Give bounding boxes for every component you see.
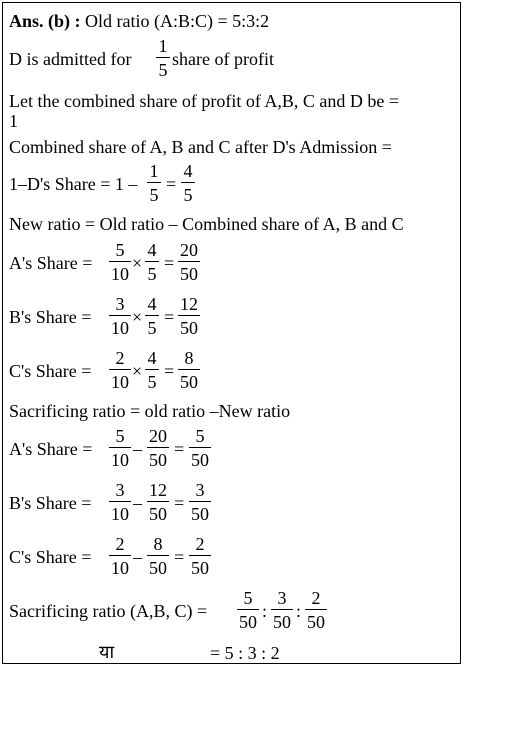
d-share-result-fraction: 4 5 [181,162,195,204]
fraction-numerator: 1 [158,36,168,56]
fraction: 5 10 [111,426,129,470]
combined-line-1: Let the combined share of profit of A,B, C and D be = [9,91,400,111]
admission-fraction [156,37,170,79]
fraction-denominator: 5 [158,60,168,80]
admission-post: share of profit [172,49,274,69]
answer-label: Ans. (b) : [9,11,81,31]
old-ratio-text: Old ratio (A:B:C) = 5:3:2 [85,11,270,31]
new-ratio-label: New ratio = Old ratio – Combined share of A, B and C [9,214,404,234]
answer-box: Ans. (b) : Old ratio (A:B:C) = 5:3:2 D is admitted for 1 5 share of profit Let the combined share of profit of A,B, C and D be = 1 Combined share of A, B and C after D's Admission = 1–D's Share = 1 – 1 5 = 4 5 New ratio = Old ratio – Combined share of A, B and C A's Share = 5 10 × 4 5 = 20 50 B's Share = 3 10 × 4 5 = 12 50 C's Share = 2 10 × 4 5 = 8 50 Sacrificing ratio = old ratio –New ratio A's Share = 5 10 – 20 50 = 5 50 B's Share = 3 10 – 12 50 = 3 50 C's Share = 2 10 – 8 50 = 2 50 Sacrificing ratio (A,B, C) = 5 50 : 3 50 : 2 50 या = 5 : 3 : 2 [2,2,461,664]
fraction: 12 50 [180,294,198,338]
sacrificing-label: Sacrificing ratio = old ratio –New ratio [9,401,291,421]
fraction: 2 50 [307,588,325,632]
d-share-pre: 1–D's Share = 1 – [9,174,138,194]
fraction: 2 10 [111,348,129,392]
fraction: 2 50 [191,534,209,578]
equals-sign: = [166,174,177,194]
fraction: 3 50 [191,480,209,524]
fraction: 20 50 [180,240,198,284]
admission-pre: D is admitted for [9,49,132,69]
fraction: 2 10 [111,534,129,578]
ya-text: या [99,642,115,662]
fraction: 4 5 [145,349,159,391]
fraction: 12 50 [149,480,167,524]
fraction: 5 50 [239,588,257,632]
fraction: 4 5 [145,241,159,283]
d-share-fraction: 1 5 [147,162,161,204]
after-admission-label: Combined share of A, B and C after D's Admission = [9,137,392,157]
combined-line-2: 1 [9,111,18,131]
fraction: 3 10 [111,294,129,338]
answer-header [9,11,269,31]
fraction: 20 50 [149,426,167,470]
final-result: = 5 : 3 : 2 [210,643,280,663]
fraction: 3 10 [111,480,129,524]
fraction: 8 50 [180,348,198,392]
fraction: 3 50 [273,588,291,632]
fraction: 4 5 [145,295,159,337]
fraction: 5 50 [191,426,209,470]
fraction: 8 50 [149,534,167,578]
fraction: 5 10 [111,240,129,284]
